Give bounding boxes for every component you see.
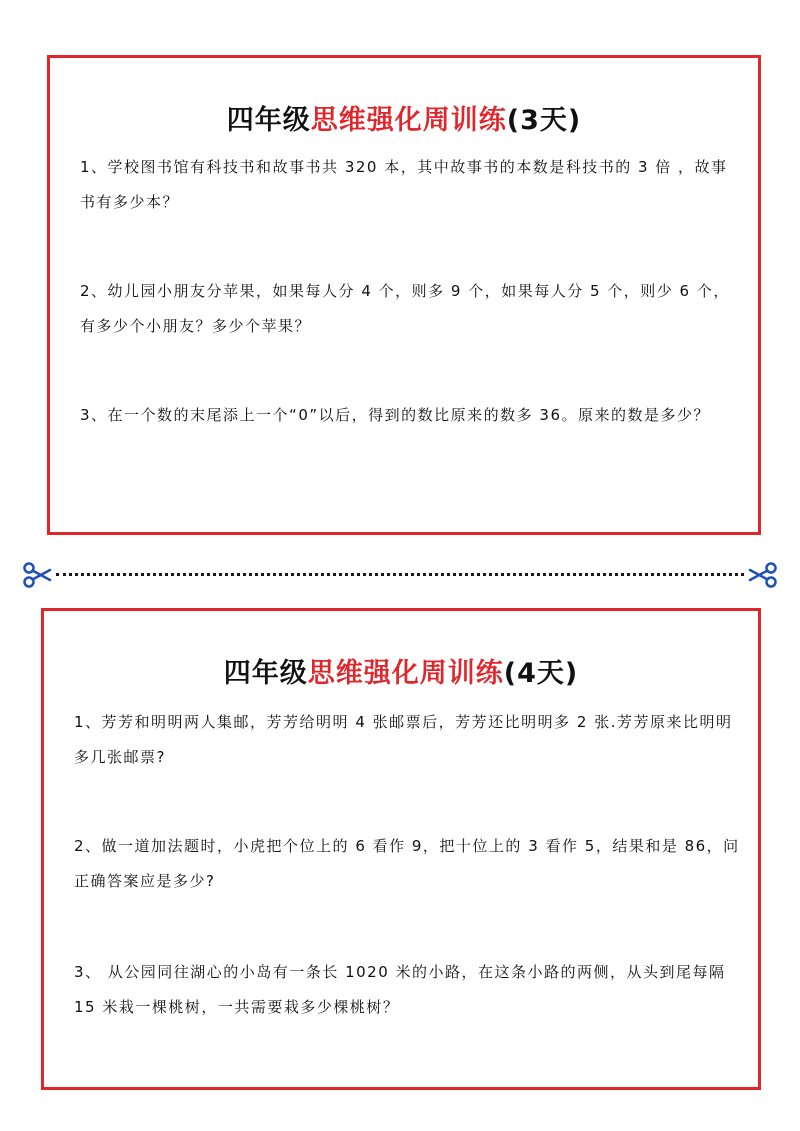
title-highlight: 思维强化周训练 (307, 658, 504, 689)
card-title (44, 651, 758, 690)
scissors-icon (22, 560, 52, 590)
scissors-icon (748, 560, 778, 590)
title-suffix: (3天) (506, 105, 582, 136)
question-1: 1、芳芳和明明两人集邮，芳芳给明明 4 张邮票后，芳芳还比明明多 2 张.芳芳原来比明明多几张邮票? (74, 713, 733, 766)
question-3: 3、在一个数的末尾添上一个“0”以后，得到的数比原来的数多 36。原来的数是多少？ (80, 406, 710, 424)
worksheet-card-day4 (41, 608, 761, 1090)
card-title (50, 98, 758, 137)
worksheet-card-day3 (47, 55, 761, 535)
title-prefix: 四年级 (226, 105, 311, 136)
title-suffix: (4天) (503, 658, 579, 689)
dotted-divider (56, 573, 744, 576)
question-2: 2、做一道加法题时，小虎把个位上的 6 看作 9，把十位上的 3 看作 5，结果和是 86，问正确答案应是多少? (74, 837, 740, 890)
title-prefix: 四年级 (223, 658, 308, 689)
question-2: 2、幼儿园小朋友分苹果，如果每人分 4 个，则多 9 个，如果每人分 5 个，则少 6 个，有多少个小朋友？多少个苹果？ (80, 282, 730, 335)
cut-line (22, 560, 778, 590)
question-1: 1、学校图书馆有科技书和故事书共 320 本，其中故事书的本数是科技书的 3 倍 ，故事书有多少本？ (80, 158, 728, 211)
question-3: 3、 从公园同往湖心的小岛有一条长 1020 米的小路，在这条小路的两侧，从头到尾每隔 15 米栽一棵桃树，一共需要栽多少棵桃树？ (74, 963, 726, 1016)
title-highlight: 思维强化周训练 (310, 105, 507, 136)
